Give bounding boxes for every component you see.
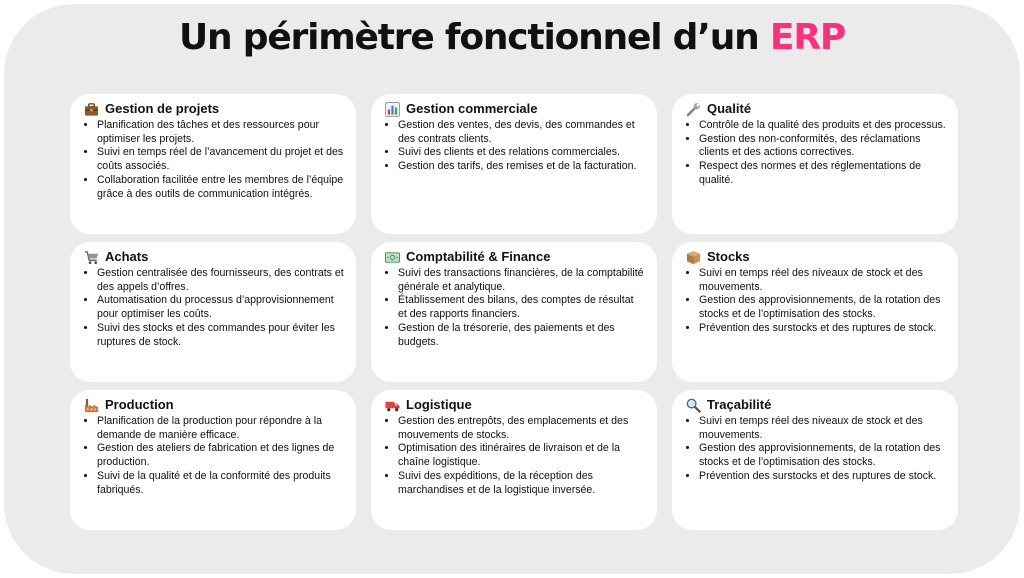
list-item: • Optimisation des itinéraires de livraison et de la chaîne logistique. xyxy=(398,442,645,469)
list-item: • Suivi des stocks et des commandes pour éviter les ruptures de stock. xyxy=(97,322,344,349)
shopping-cart-icon xyxy=(84,250,99,265)
card-gestion-commerciale xyxy=(371,94,657,234)
card-header xyxy=(385,100,645,118)
card-logistique xyxy=(371,390,657,530)
card-tracabilite xyxy=(672,390,958,530)
card-header xyxy=(84,100,344,118)
list-item: • Planification des tâches et des ressources pour optimiser les projets. xyxy=(97,119,344,146)
briefcase-icon xyxy=(84,102,99,117)
card-title: Traçabilité xyxy=(707,397,772,412)
list-item: • Suivi de la qualité et de la conformité des produits fabriqués. xyxy=(97,470,344,497)
card-title: Production xyxy=(105,397,174,412)
list-item: • Suivi des expéditions, de la réception des marchandises et de la logistique inversée. xyxy=(398,470,645,497)
card-title: Stocks xyxy=(707,249,750,264)
list-item: • Planification de la production pour répondre à la demande de manière efficace. xyxy=(97,415,344,442)
card-list xyxy=(385,119,645,174)
list-item: • Gestion des entrepôts, des emplacements et des mouvements de stocks. xyxy=(398,415,645,442)
bar-chart-icon xyxy=(385,102,400,117)
card-list xyxy=(686,415,946,484)
list-item: • Prévention des surstocks et des ruptures de stock. xyxy=(699,470,946,484)
card-list xyxy=(84,119,344,201)
list-item: • Prévention des surstocks et des ruptures de stock. xyxy=(699,322,946,336)
magnifier-icon xyxy=(686,398,701,413)
list-item: • Gestion des non-conformités, des réclamations clients et des actions correctives. xyxy=(699,133,946,160)
wrench-icon xyxy=(686,102,701,117)
list-item: • Contrôle de la qualité des produits et des processus. xyxy=(699,119,946,133)
page-title-accent: ERP xyxy=(769,17,846,58)
factory-icon xyxy=(84,398,99,413)
list-item: • Établissement des bilans, des comptes de résultat et des rapports financiers. xyxy=(398,294,645,321)
card-header xyxy=(84,248,344,266)
list-item: • Gestion des ateliers de fabrication et des lignes de production. xyxy=(97,442,344,469)
truck-icon xyxy=(385,398,400,413)
page-title-main: Un périmètre fonctionnel d’un xyxy=(178,17,770,58)
card-list xyxy=(385,415,645,497)
module-grid xyxy=(70,94,958,530)
card-header xyxy=(686,248,946,266)
list-item: • Suivi en temps réel de l’avancement du projet et des coûts associés. xyxy=(97,146,344,173)
card-title: Gestion commerciale xyxy=(406,101,538,116)
card-title: Comptabilité & Finance xyxy=(406,249,551,264)
card-list xyxy=(84,415,344,497)
list-item: • Collaboration facilitée entre les membres de l’équipe grâce à des outils de communication intégrés. xyxy=(97,174,344,201)
list-item: • Suivi en temps réel des niveaux de stock et des mouvements. xyxy=(699,415,946,442)
card-achats xyxy=(70,242,356,382)
card-production xyxy=(70,390,356,530)
box-icon xyxy=(686,250,701,265)
card-gestion-de-projets xyxy=(70,94,356,234)
page-title xyxy=(0,14,1024,62)
card-title: Gestion de projets xyxy=(105,101,220,116)
card-list xyxy=(385,267,645,349)
list-item: • Suivi en temps réel des niveaux de stock et des mouvements. xyxy=(699,267,946,294)
list-item: • Gestion des approvisionnements, de la rotation des stocks et de l’optimisation des stocks. xyxy=(699,294,946,321)
card-stocks xyxy=(672,242,958,382)
card-list xyxy=(686,119,946,188)
list-item: • Gestion centralisée des fournisseurs, des contrats et des appels d’offres. xyxy=(97,267,344,294)
list-item: • Gestion des tarifs, des remises et de la facturation. xyxy=(398,160,645,174)
card-qualite xyxy=(672,94,958,234)
card-list xyxy=(84,267,344,349)
list-item: • Gestion des approvisionnements, de la rotation des stocks et de l’optimisation des stocks. xyxy=(699,442,946,469)
list-item: • Gestion de la trésorerie, des paiements et des budgets. xyxy=(398,322,645,349)
card-header xyxy=(84,396,344,414)
card-header xyxy=(686,396,946,414)
card-header xyxy=(686,100,946,118)
card-list xyxy=(686,267,946,336)
list-item: • Gestion des ventes, des devis, des commandes et des contrats clients. xyxy=(398,119,645,146)
card-title: Achats xyxy=(105,249,149,264)
list-item: • Respect des normes et des réglementations de qualité. xyxy=(699,160,946,187)
card-title: Qualité xyxy=(707,101,752,116)
card-title: Logistique xyxy=(406,397,472,412)
list-item: • Automatisation du processus d’approvisionnement pour optimiser les coûts. xyxy=(97,294,344,321)
list-item: • Suivi des transactions financières, de la comptabilité générale et analytique. xyxy=(398,267,645,294)
card-header xyxy=(385,396,645,414)
card-header xyxy=(385,248,645,266)
list-item: • Suivi des clients et des relations commerciales. xyxy=(398,146,645,160)
card-comptabilite-finance xyxy=(371,242,657,382)
banknote-icon xyxy=(385,250,400,265)
